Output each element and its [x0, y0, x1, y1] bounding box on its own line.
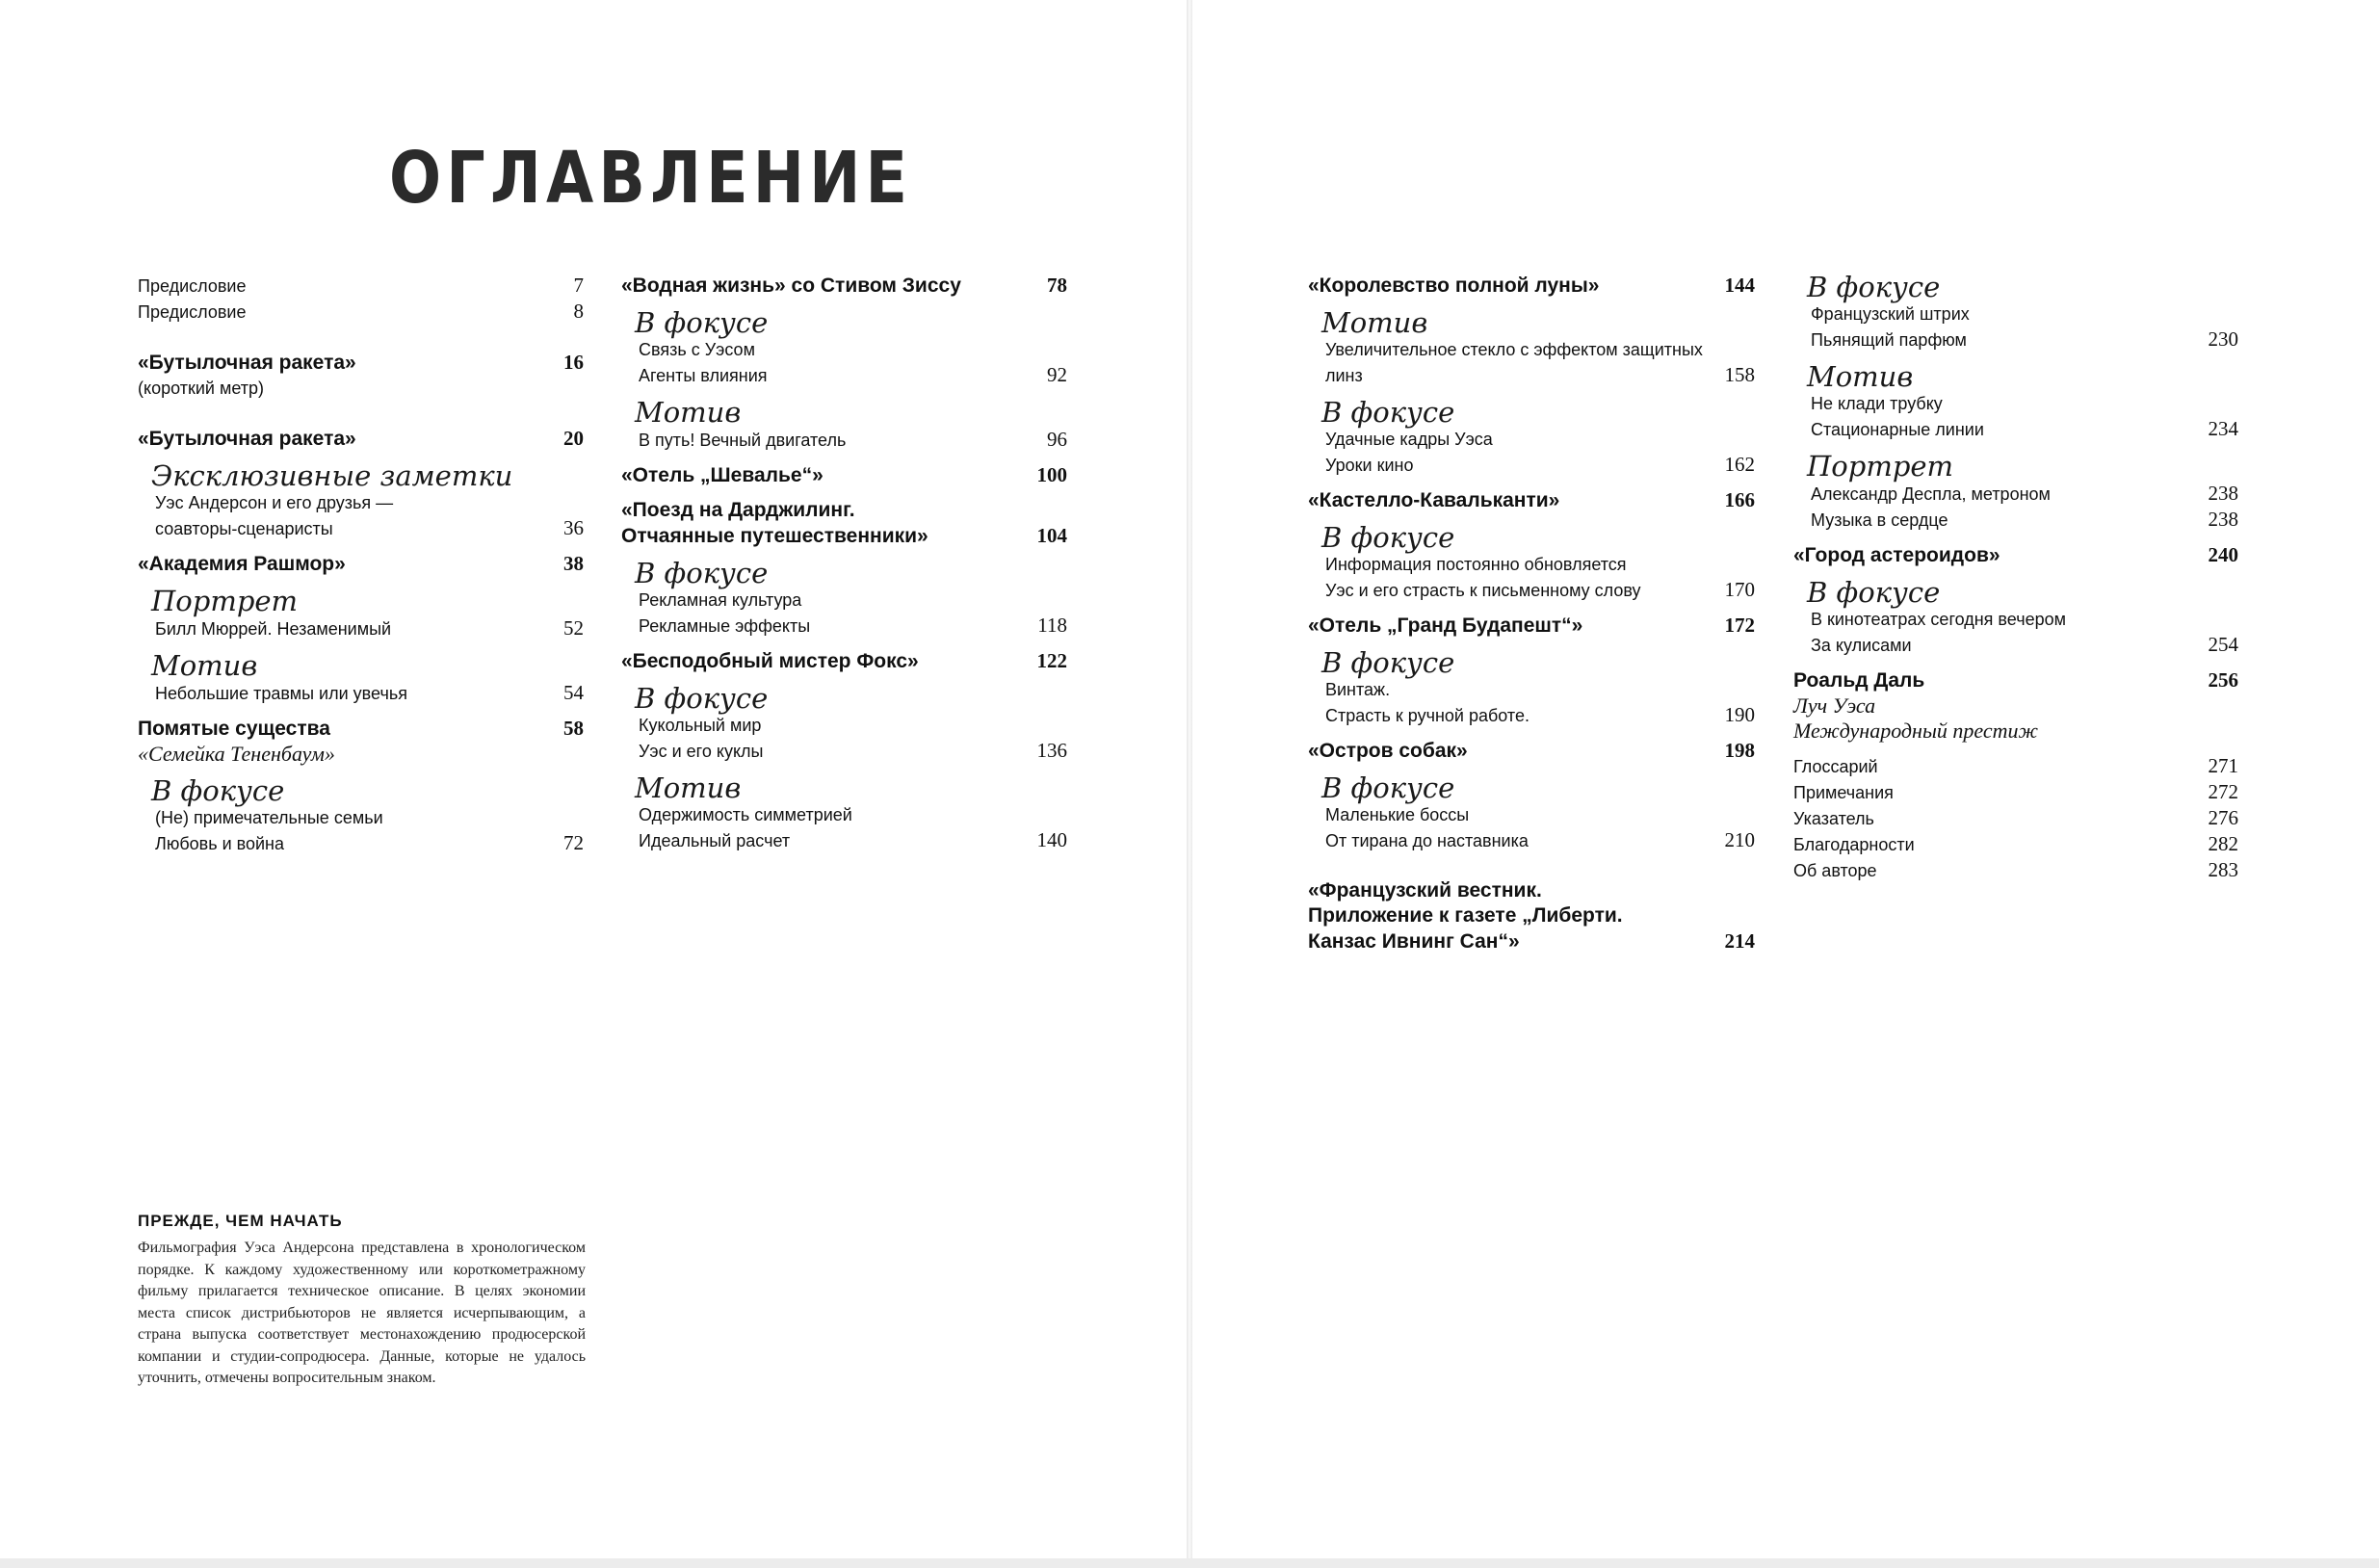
toc-subentry[interactable]: Музыка в сердце 238 — [1811, 508, 2238, 531]
section-label-script: В фокусе — [1321, 771, 1455, 804]
toc-entry[interactable]: Глоссарий 271 — [1793, 754, 2238, 777]
toc-subentry[interactable]: Любовь и война 72 — [155, 831, 584, 854]
toc-subentry[interactable]: Винтаж. — [1325, 680, 1391, 699]
toc-subentry[interactable]: Страсть к ручной работе. 190 — [1325, 703, 1755, 726]
toc-entry[interactable]: «Бутылочная ракета» 20 — [138, 427, 584, 450]
toc-subentry[interactable]: От тирана до наставника 210 — [1325, 828, 1755, 851]
section-label-script: Мотив — [151, 649, 258, 682]
toc-subentry[interactable]: В путь! Вечный двигатель 96 — [639, 428, 1067, 451]
intro-note — [138, 1212, 586, 1390]
section-label-script: В фокусе — [1807, 271, 1941, 303]
toc-subentry[interactable]: Кукольный мир — [639, 716, 762, 735]
toc-subentry[interactable]: (Не) примечательные семьи — [155, 808, 383, 827]
toc-subtitle: «Семейка Тененбаум» — [138, 742, 335, 766]
toc-subentry[interactable]: Небольшие травмы или увечья 54 — [155, 681, 584, 704]
toc-subentry[interactable]: Маленькие боссы — [1325, 805, 1470, 824]
toc-entry[interactable]: Роальд Даль 256 — [1793, 668, 2238, 692]
section-label-script: В фокусе — [1807, 576, 1941, 609]
toc-entry[interactable]: «Французский вестник. — [1308, 879, 1542, 902]
toc-entry[interactable]: «Отель „Гранд Будапешт“» 172 — [1308, 614, 1755, 637]
toc-subtitle: Луч Уэса — [1793, 693, 1876, 718]
toc-subentry[interactable]: Не клади трубку — [1811, 394, 1943, 413]
toc-entry[interactable]: Благодарности 282 — [1793, 832, 2238, 855]
toc-subtitle: Международный престиж — [1793, 719, 2038, 743]
toc-column-3 — [1308, 273, 1755, 954]
toc-subentry[interactable]: линз 158 — [1325, 363, 1755, 386]
toc-subentry[interactable]: Александр Деспла, метроном 238 — [1811, 482, 2238, 505]
toc-entry[interactable]: «Отель „Шевалье“» 100 — [621, 463, 1067, 486]
page-title: ОГЛАВЛЕНИЕ — [389, 137, 913, 220]
toc-subentry[interactable]: Пьянящий парфюм 230 — [1811, 327, 2238, 351]
toc-entry[interactable]: «Королевство полной луны» 144 — [1308, 274, 1755, 297]
toc-column-1 — [138, 273, 584, 856]
toc-subentry[interactable]: Уэс Андерсон и его друзья — — [155, 493, 394, 512]
toc-subentry[interactable]: Информация постоянно обновляется — [1325, 555, 1627, 574]
toc-subentry[interactable]: Связь с Уэсом — [639, 340, 755, 359]
section-label-script: В фокусе — [1321, 521, 1455, 554]
section-label-script: Мотив — [1321, 306, 1428, 339]
page-bottom-edge — [0, 1558, 2379, 1568]
intro-text: Фильмография Уэса Андерсона представлена в хронологическом порядке. К каждому художественному или короткометражному фильму прилагается техническое описание. В целях экономии места список дистрибьюторов не является исчерпывающим, а страна выпуска соответствует местонахождению продюсерской компании и студии-сопродюсера. Данные, которые не удалось уточнить, отмечены вопросительным знаком. — [138, 1240, 586, 1386]
toc-subentry[interactable]: Уэс и его куклы 136 — [639, 739, 1067, 762]
toc-subentry[interactable]: Рекламные эффекты 118 — [639, 614, 1067, 637]
toc-column-4 — [1793, 273, 2238, 883]
toc-entry[interactable]: Об авторе 283 — [1793, 858, 2238, 881]
section-label-script: В фокусе — [635, 682, 769, 715]
toc-entry[interactable]: «Бесподобный мистер Фокс» 122 — [621, 649, 1067, 672]
toc-subentry[interactable]: Уэс и его страсть к письменному слову 170 — [1325, 578, 1755, 601]
toc-entry[interactable]: Канзас Ивнинг Сан“» 214 — [1308, 929, 1755, 953]
toc-subentry[interactable]: Одержимость симметрией — [639, 805, 852, 824]
toc-subentry[interactable]: Агенты влияния 92 — [639, 363, 1067, 386]
toc-entry[interactable]: Отчаянные путешественники» 104 — [621, 524, 1067, 547]
section-label-script: Эксклюзивные заметки — [151, 459, 513, 492]
section-label-script: В фокусе — [635, 557, 769, 589]
toc-subentry[interactable]: Билл Мюррей. Незаменимый 52 — [155, 616, 584, 640]
toc-entry[interactable]: «Остров собак» 198 — [1308, 739, 1755, 762]
toc-entry[interactable]: Предисловие 7 — [138, 274, 584, 297]
toc-subentry[interactable]: Французский штрих — [1811, 304, 1970, 324]
toc-entry[interactable]: Помятые существа 58 — [138, 717, 584, 740]
toc-entry[interactable]: «Академия Рашмор» 38 — [138, 552, 584, 575]
toc-subentry[interactable]: Удачные кадры Уэса — [1325, 430, 1493, 449]
section-label-script: Портрет — [1807, 450, 1954, 483]
section-label-script: Портрет — [151, 585, 299, 617]
toc-subentry[interactable]: В кинотеатрах сегодня вечером — [1811, 610, 2066, 629]
toc-subentry[interactable]: Рекламная культура — [639, 590, 802, 610]
toc-subtitle: (короткий метр) — [138, 379, 264, 398]
section-label-script: В фокусе — [635, 306, 769, 339]
toc-entry[interactable]: «Кастелло-Кавальканти» 166 — [1308, 488, 1755, 511]
section-label-script: В фокусе — [1321, 646, 1455, 679]
section-label-script: Мотив — [635, 396, 742, 429]
toc-entry[interactable]: Приложение к газете „Либерти. — [1308, 904, 1623, 927]
intro-heading: ПРЕЖДЕ, ЧЕМ НАЧАТЬ — [138, 1212, 343, 1230]
toc-entry[interactable]: «Город астероидов» 240 — [1793, 543, 2238, 566]
toc-subentry[interactable]: соавторы-сценаристы 36 — [155, 516, 584, 539]
toc-entry[interactable]: Указатель 276 — [1793, 806, 2238, 829]
toc-subentry[interactable]: Уроки кино 162 — [1325, 453, 1755, 476]
toc-entry[interactable]: «Бутылочная ракета» 16 — [138, 351, 584, 374]
section-label-script: В фокусе — [151, 774, 285, 807]
toc-subentry[interactable]: Стационарные линии 234 — [1811, 417, 2238, 440]
toc-entry[interactable]: Примечания 272 — [1793, 780, 2238, 803]
toc-column-2 — [621, 273, 1067, 853]
toc-entry[interactable]: «Поезд на Дарджилинг. — [621, 499, 855, 521]
section-label-script: Мотив — [635, 771, 742, 804]
toc-subentry[interactable]: За кулисами 254 — [1811, 633, 2238, 656]
toc-subentry[interactable]: Идеальный расчет 140 — [639, 828, 1067, 851]
section-label-script: Мотив — [1807, 360, 1914, 393]
toc-entry[interactable]: Предисловие 8 — [138, 300, 584, 323]
toc-subentry[interactable]: Увеличительное стекло с эффектом защитных — [1325, 340, 1703, 359]
toc-entry[interactable]: «Водная жизнь» со Стивом Зиссу 78 — [621, 274, 1067, 297]
section-label-script: В фокусе — [1321, 396, 1455, 429]
